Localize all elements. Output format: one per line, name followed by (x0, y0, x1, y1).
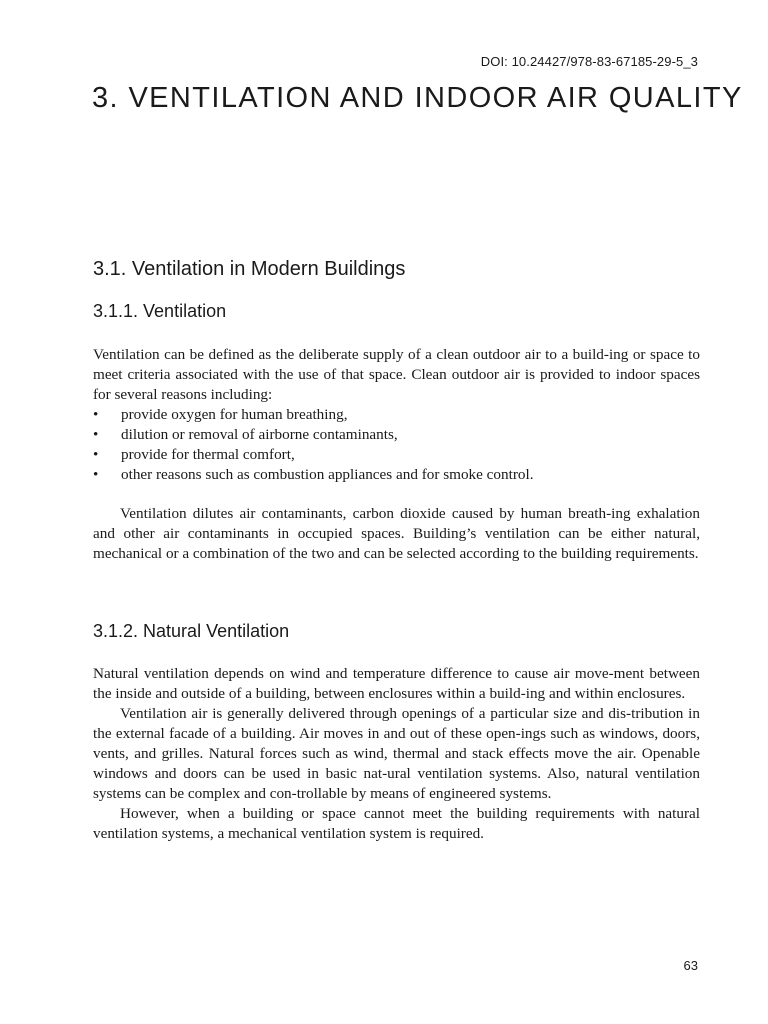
ventilation-section-body (93, 345, 700, 485)
list-item (93, 445, 700, 465)
bullet-icon: • (93, 406, 99, 423)
subsection-heading-3-1-1: 3.1.1. Ventilation (93, 301, 227, 321)
list-item-text: dilution or removal of airborne contaminants, (121, 426, 398, 443)
list-item-text: provide oxygen for human breathing, (121, 406, 348, 423)
list-item-text: provide for thermal comfort, (121, 446, 295, 463)
bullet-icon: • (93, 446, 99, 463)
list-item (93, 425, 700, 445)
ventilation-reasons-list (93, 405, 700, 485)
section-heading-3-1: 3.1. Ventilation in Modern Buildings (93, 258, 406, 280)
natural-ventilation-paragraph-2: Ventilation air is generally delivered through openings of a particular size and dis-tribution in the external facade of a building. Air moves in and out of these open-ings such as windows, doors, vents, and grilles. Natural forces such as wind, thermal and stack effects move the air. Openable windows and doors can be used in basic nat-ural ventilation systems. Also, natural ventilation systems can be complex and con-trollable by means of engineered systems. (93, 705, 700, 802)
chapter-title: 3. VENTILATION AND INDOOR AIR QUALITY (92, 82, 743, 114)
subsection-heading-3-1-2: 3.1.2. Natural Ventilation (93, 621, 290, 641)
natural-ventilation-paragraph-3: However, when a building or space cannot meet the building requirements with natural ventilation systems, a mechanical ventilation system is required. (93, 805, 700, 842)
ventilation-dilution-body (93, 504, 700, 564)
ventilation-dilution-paragraph: Ventilation dilutes air contaminants, carbon dioxide caused by human breath-ing exhalation and other air contaminants in occupied spaces. Building’s ventilation can be either natural, mechanical or a combination of the two and can be selected according to the building requirements. (93, 505, 700, 562)
list-item (93, 405, 700, 425)
doi-label: DOI: 10.24427/978-83-67185-29-5_3 (480, 54, 698, 69)
bullet-icon: • (93, 466, 99, 483)
natural-ventilation-paragraph-1: Natural ventilation depends on wind and temperature difference to cause air move-ment between the inside and outside of a building, between enclosures within a build-ing and within enclosures. (93, 665, 700, 702)
list-item (93, 465, 700, 485)
list-item-text: other reasons such as combustion appliances and for smoke control. (121, 466, 534, 483)
page-number: 63 (683, 958, 698, 973)
ventilation-intro-paragraph: Ventilation can be defined as the deliberate supply of a clean outdoor air to a build-ing or space to meet criteria associated with the use of that space. Clean outdoor air is provided to indoor spaces for several reasons including: (93, 346, 700, 403)
bullet-icon: • (93, 426, 99, 443)
natural-ventilation-body (93, 664, 700, 844)
